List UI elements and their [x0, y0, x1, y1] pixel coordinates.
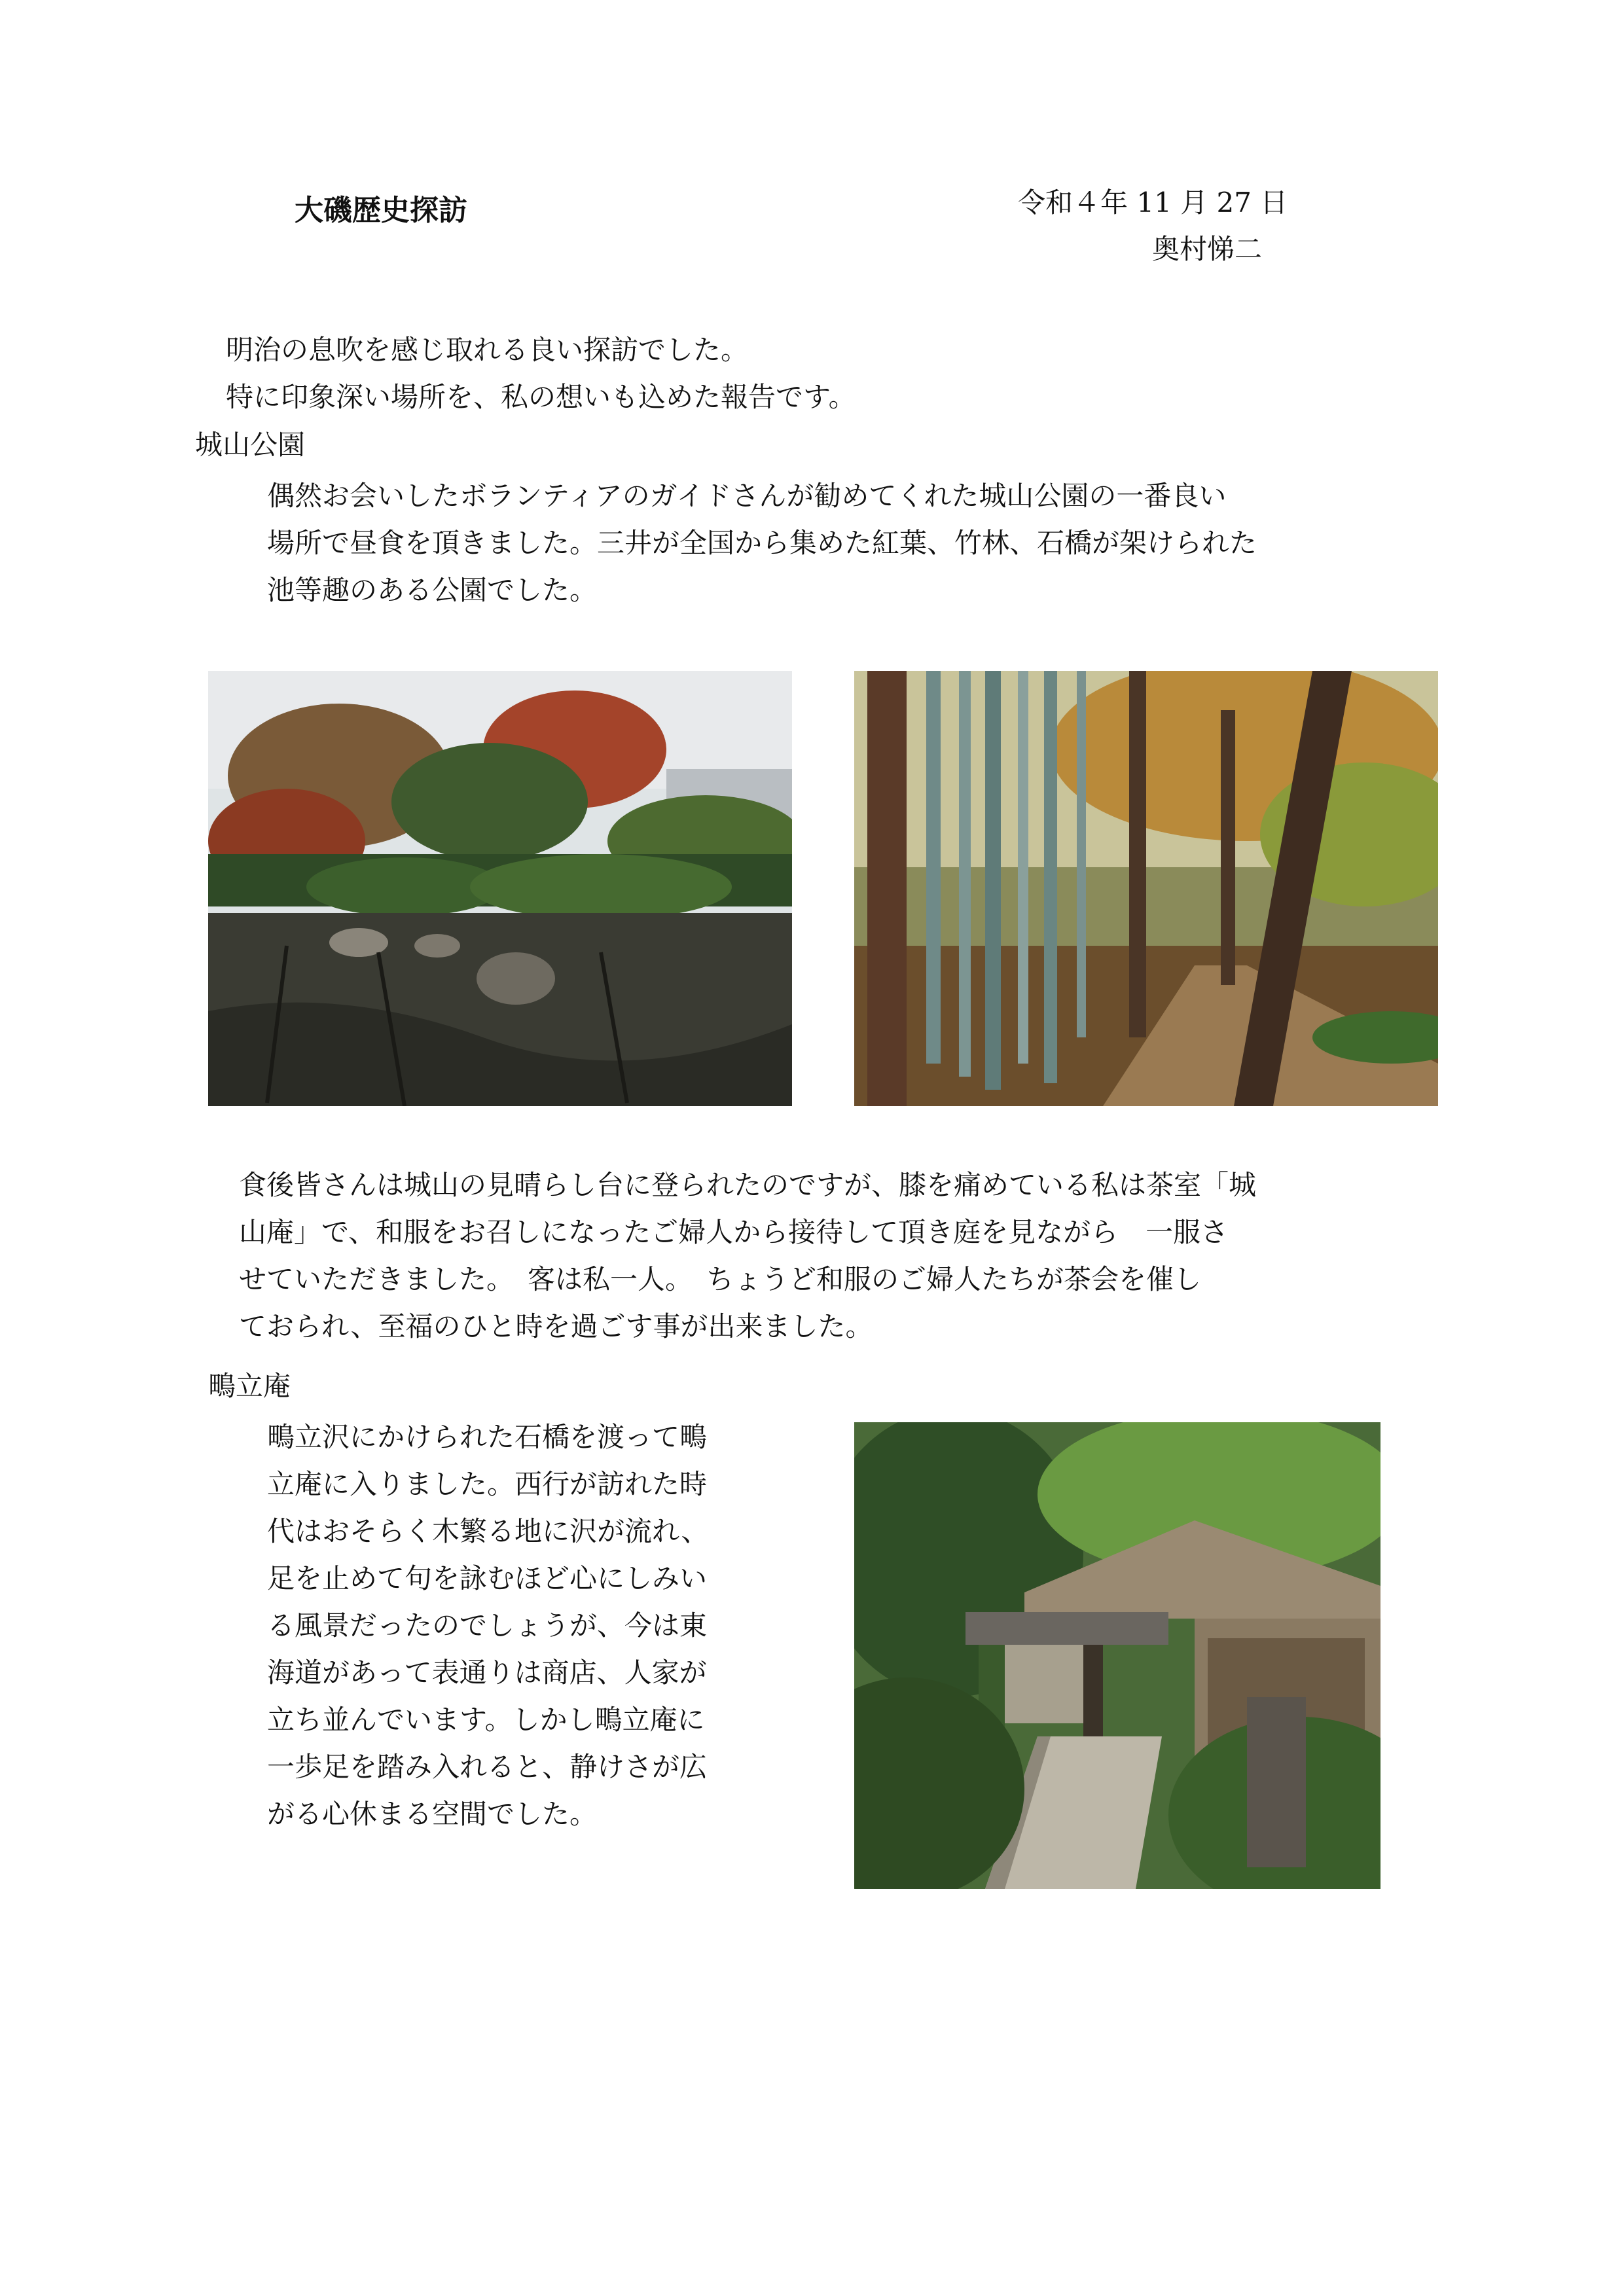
paragraph-line: 代はおそらく木繁る地に沢が流れ、 — [267, 1515, 709, 1547]
section-body-shiroyama — [267, 473, 1257, 614]
paragraph-line: る風景だったのでしょうが、今は東 — [267, 1609, 708, 1641]
paragraph-line: 海道があって表通りは商店、人家が — [267, 1657, 707, 1689]
paragraph-line: 池等趣のある公園でした。 — [267, 574, 598, 606]
section-heading-shigitatsuan: 鴫立庵 — [208, 1370, 291, 1402]
section-heading-shiroyama: 城山公園 — [195, 429, 306, 461]
paragraph-line: 食後皆さんは城山の見晴らし台に登られたのですが、膝を痛めている私は茶室「城 — [239, 1169, 1257, 1201]
document-author: 奥村悌二 — [1152, 233, 1263, 265]
intro-line-2: 特に印象深い場所を、私の想いも込めた報告です。 — [226, 381, 856, 413]
bamboo-path-photo — [854, 671, 1438, 1106]
paragraph-line: 山庵」で、和服をお召しになったご婦人から接待して頂き庭を見ながら 一服さ — [239, 1216, 1229, 1248]
document-date: 令和４年 11 月 27 日 — [1018, 187, 1288, 219]
paragraph-line: 一歩足を踏み入れると、静けさが広 — [267, 1751, 708, 1783]
paragraph-line: せていただきました。 客は私一人。 ちょうど和服のご婦人たちが茶会を催し — [239, 1263, 1202, 1295]
paragraph-line: 偶然お会いしたボランティアのガイドさんが勧めてくれた城山公園の一番良い — [267, 480, 1227, 512]
section-body-shigitatsuan — [267, 1414, 709, 1838]
paragraph-line: ておられ、至福のひと時を過ごす事が出来ました。 — [239, 1310, 873, 1342]
document-title: 大磯歴史探訪 — [295, 194, 467, 227]
intro-line-1: 明治の息吹を感じ取れる良い探訪でした。 — [226, 334, 749, 366]
paragraph-line: 場所で昼食を頂きました。三井が全国から集めた紅葉、竹林、石橋が架けられた — [267, 527, 1257, 559]
paragraph-line: 鴫立沢にかけられた石橋を渡って鴫 — [267, 1421, 708, 1453]
pond-garden-photo — [208, 671, 792, 1106]
paragraph-line: がる心休まる空間でした。 — [267, 1798, 598, 1830]
paragraph-line: 足を止めて句を詠むほど心にしみい — [267, 1562, 708, 1594]
thatched-hut-photo — [854, 1422, 1380, 1889]
paragraph-line: 立ち並んでいます。しかし鴫立庵に — [267, 1704, 705, 1736]
paragraph-line: 立庵に入りました。西行が訪れた時 — [267, 1468, 708, 1500]
section-body-shiroyama-continued — [239, 1162, 1256, 1350]
